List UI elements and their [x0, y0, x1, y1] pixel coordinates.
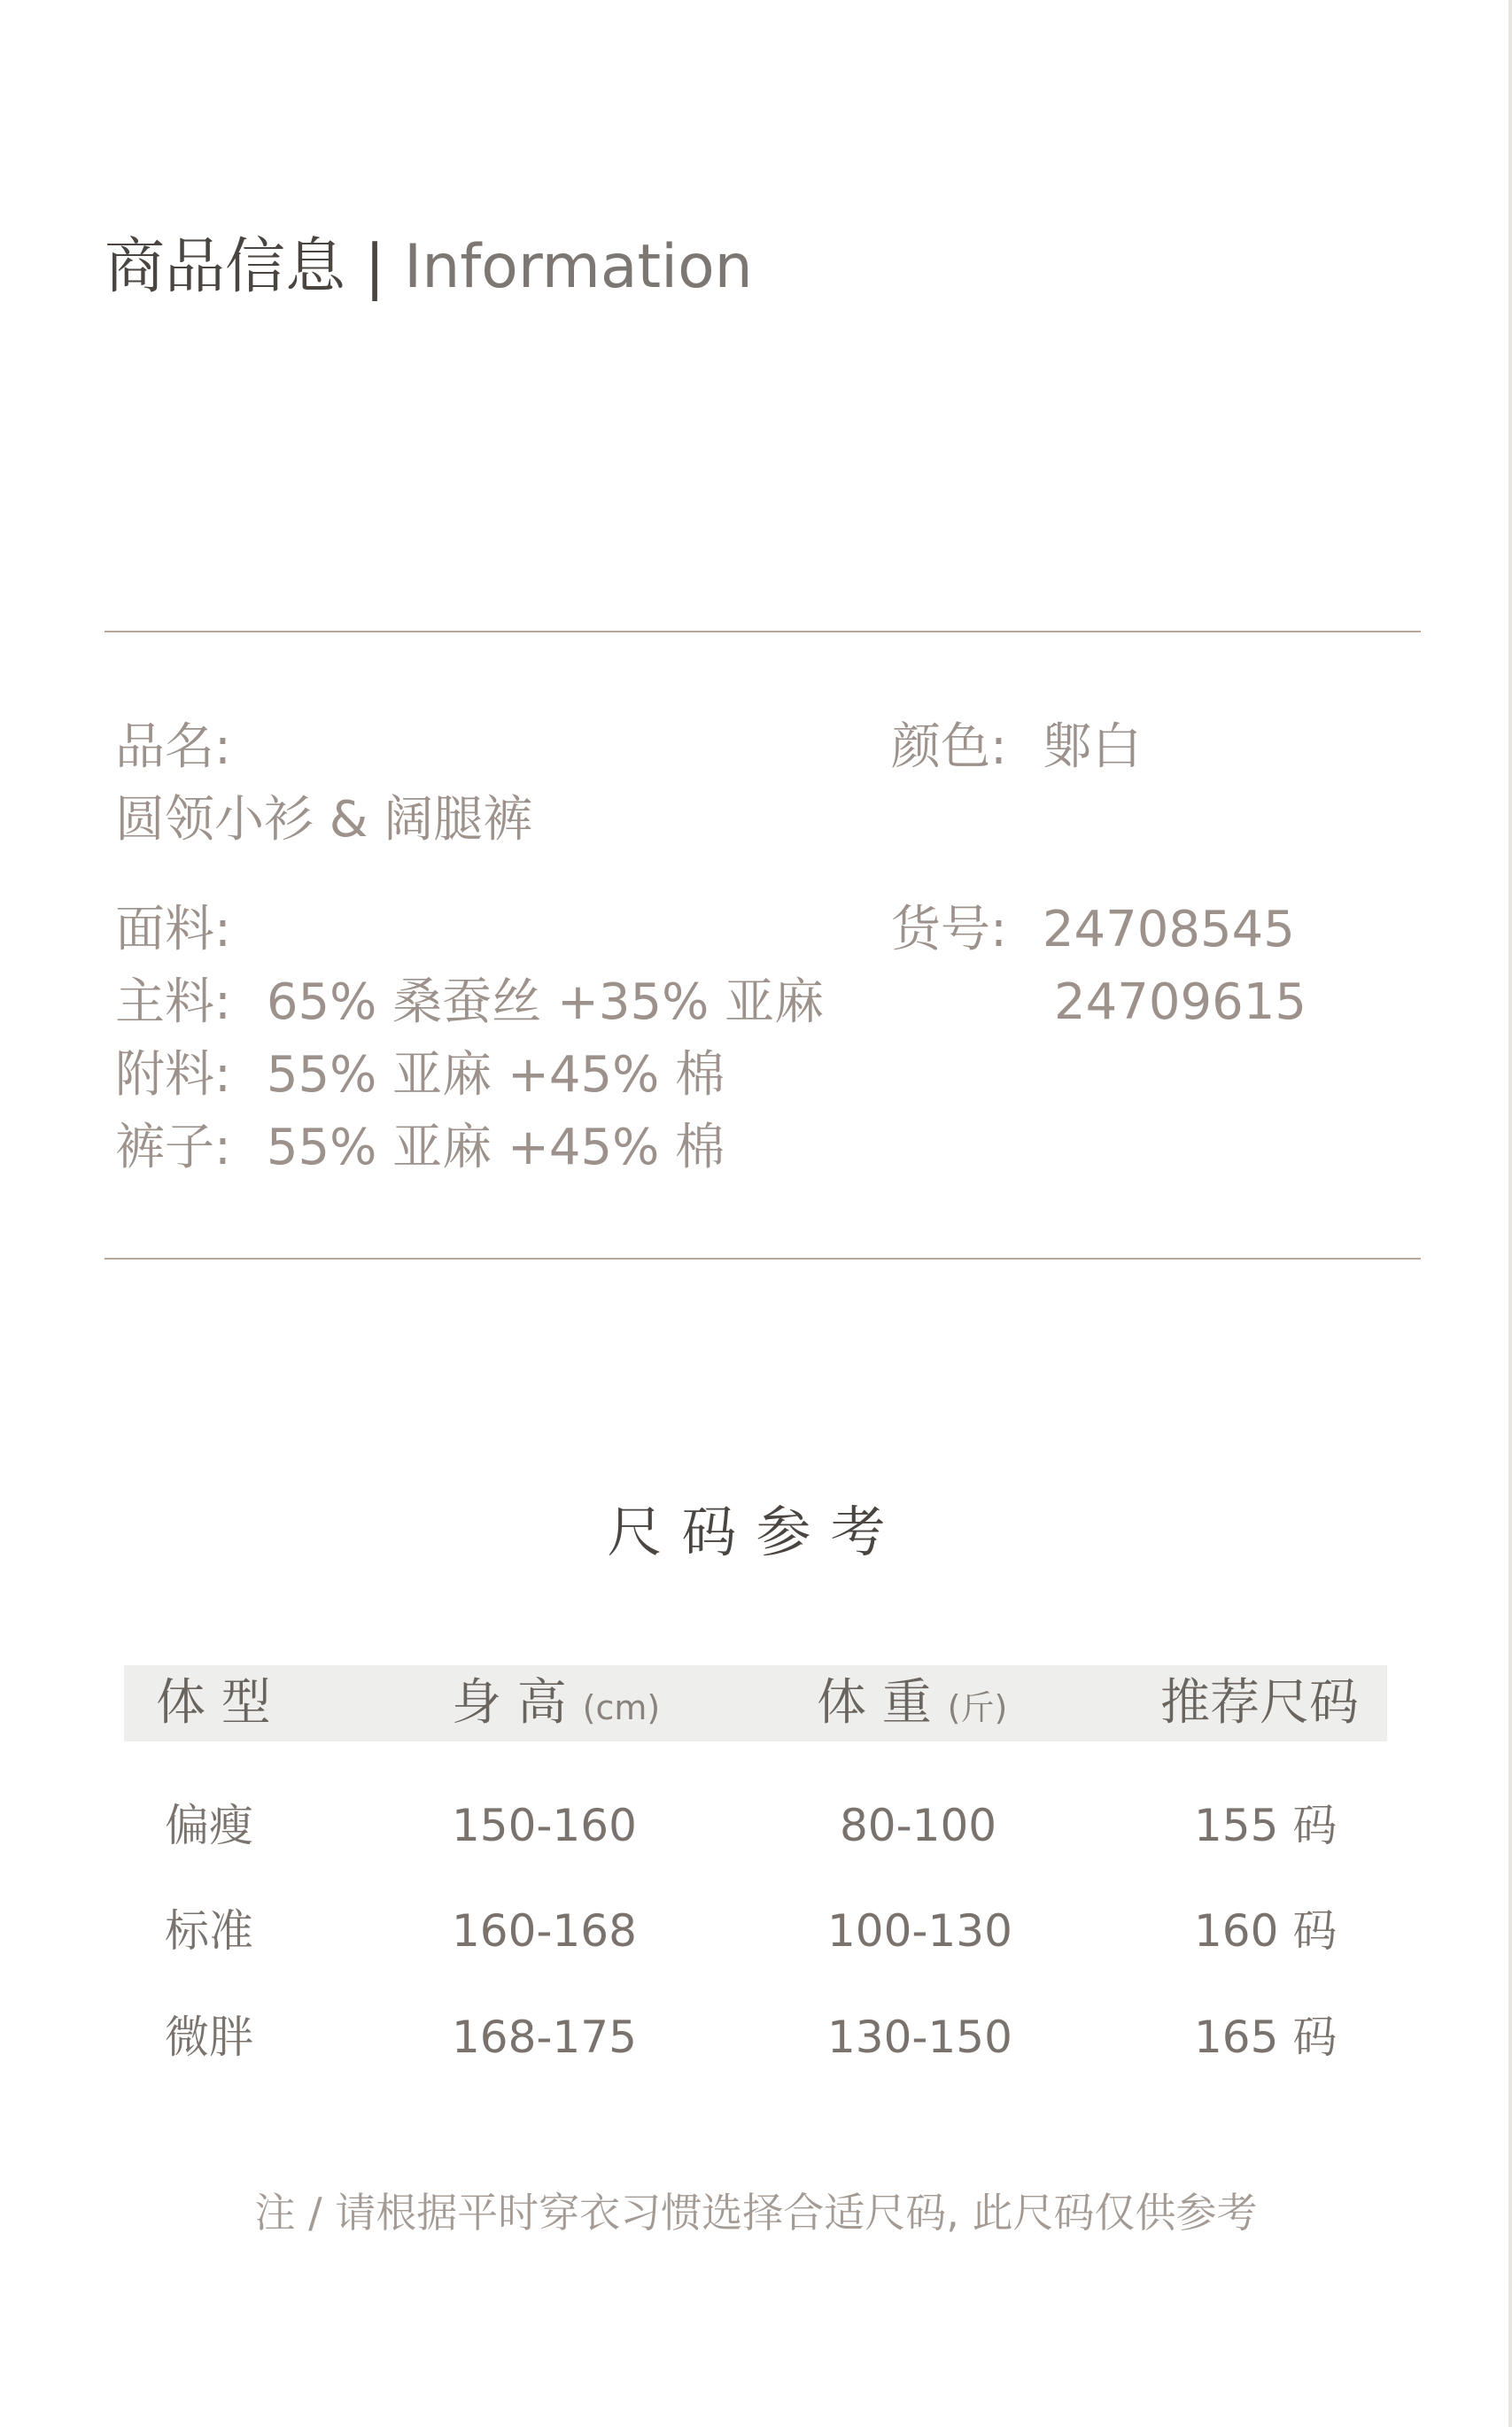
- sku-block: [891, 894, 1307, 1039]
- header-size: 推荐尺码: [1160, 1674, 1359, 1732]
- table-cell-body-type: 微胖: [165, 2012, 253, 2063]
- page-title-en: Information: [404, 232, 753, 302]
- product-name-block: [115, 711, 532, 857]
- page-title-separator: |: [345, 232, 405, 302]
- table-cell-weight: 130-150: [827, 2012, 1012, 2063]
- page-edge: [1508, 0, 1512, 2427]
- fabric-line-value: 55% 亚麻 +45% 棉: [266, 1119, 725, 1176]
- table-cell-weight: 80-100: [840, 1800, 997, 1851]
- fabric-line-label: 附料:: [115, 1046, 231, 1104]
- table-cell-height: 160-168: [452, 1905, 637, 1957]
- sku-value: 24708545: [1042, 901, 1295, 958]
- size-note: 注 / 请根据平时穿衣习惯选择合适尺码, 此尺码仅供参考: [254, 2189, 1258, 2237]
- header-height-label: 身 高: [452, 1674, 567, 1732]
- fabric-line-label: 裤子:: [115, 1119, 231, 1176]
- sku-value: 24709615: [1054, 973, 1307, 1031]
- table-cell-size: 160 码: [1194, 1905, 1338, 1957]
- header-body-type: 体 型: [156, 1674, 271, 1732]
- color-block: [891, 711, 1142, 784]
- fabric-line: [115, 1039, 824, 1112]
- header-height: [452, 1665, 660, 1746]
- fabric-label: 面料:: [115, 901, 231, 958]
- fabric-line-label: 主料:: [115, 973, 231, 1031]
- fabric-block: [115, 894, 824, 1184]
- size-table-title: 尺码参考: [607, 1500, 905, 1564]
- sku-label: 货号:: [891, 901, 1007, 958]
- color-label: 颜色:: [891, 718, 1007, 776]
- table-cell-body-type: 偏瘦: [165, 1800, 253, 1851]
- table-cell-size: 155 码: [1194, 1800, 1338, 1851]
- fabric-line-value: 65% 桑蚕丝 +35% 亚麻: [266, 973, 825, 1031]
- size-table-header: [124, 1665, 1387, 1741]
- product-name-value: 圆领小衫 & 阔腿裤: [115, 791, 533, 849]
- table-cell-body-type: 标准: [165, 1905, 253, 1957]
- header-height-unit: (cm): [582, 1688, 661, 1727]
- fabric-line: [115, 1112, 824, 1184]
- fabric-line: [115, 966, 824, 1039]
- page-title-cn: 商品信息: [105, 232, 346, 302]
- product-name-label: 品名:: [115, 718, 231, 776]
- divider-bottom: [105, 1258, 1421, 1260]
- table-cell-height: 150-160: [452, 1800, 637, 1851]
- table-cell-height: 168-175: [452, 2012, 637, 2063]
- fabric-line-value: 55% 亚麻 +45% 棉: [266, 1046, 725, 1104]
- table-cell-size: 165 码: [1194, 2012, 1338, 2063]
- table-cell-weight: 100-130: [827, 1905, 1012, 1957]
- header-weight-label: 体 重: [817, 1674, 932, 1732]
- page-title: [105, 232, 753, 303]
- divider-top: [105, 631, 1421, 632]
- header-weight: [817, 1665, 1007, 1746]
- header-weight-unit: (斤): [947, 1688, 1008, 1727]
- color-value: 鄋白: [1042, 718, 1142, 776]
